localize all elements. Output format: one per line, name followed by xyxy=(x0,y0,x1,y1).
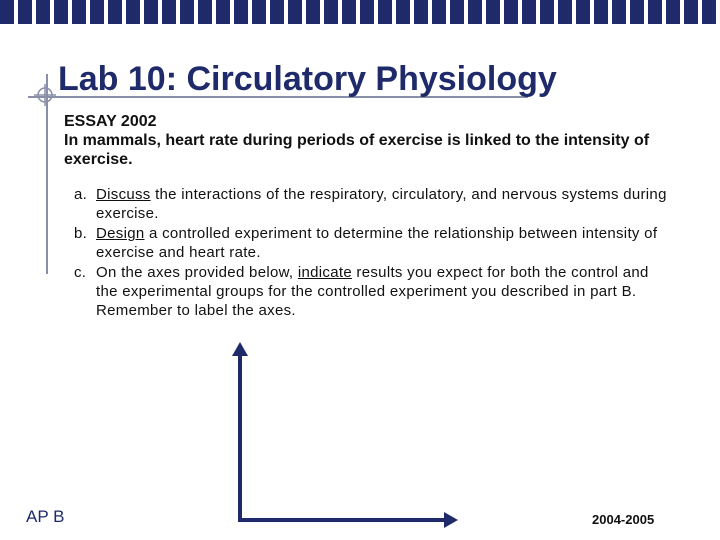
item-text: the interactions of the respiratory, circulatory, and nervous systems during exercise. xyxy=(96,186,667,222)
slide-title: Lab 10: Circulatory Physiology xyxy=(58,60,557,98)
item-letter: c. xyxy=(74,264,87,281)
item-prefix: On the axes provided below, xyxy=(96,264,298,281)
x-axis-arrowhead xyxy=(444,512,458,528)
blank-graph-axes xyxy=(226,340,462,530)
crosshair-icon xyxy=(34,84,56,106)
top-decorative-band xyxy=(0,0,720,24)
essay-block xyxy=(64,112,664,169)
question-item-b xyxy=(74,224,674,262)
item-letter: b. xyxy=(74,225,88,242)
item-text: a controlled experiment to determine the relationship between intensity of exercise and heart rate. xyxy=(96,225,658,261)
item-letter: a. xyxy=(74,186,88,203)
item-text: results you expect for both the control and the experimental groups for the controlled experiment you described in part B. Remember to label the axes. xyxy=(96,264,649,319)
question-list xyxy=(74,185,674,321)
footer-year: 2004-2005 xyxy=(592,512,655,527)
y-axis-arrowhead xyxy=(232,342,248,356)
footer-course-label: AP B xyxy=(26,507,65,526)
item-keyword: indicate xyxy=(297,264,352,281)
essay-heading: ESSAY 2002 xyxy=(64,113,157,130)
item-keyword: Discuss xyxy=(96,186,151,203)
question-item-c xyxy=(74,263,674,320)
question-item-a xyxy=(74,185,674,223)
essay-prompt: In mammals, heart rate during periods of exercise is linked to the intensity of exercise. xyxy=(64,132,650,168)
item-keyword: Design xyxy=(96,225,145,242)
